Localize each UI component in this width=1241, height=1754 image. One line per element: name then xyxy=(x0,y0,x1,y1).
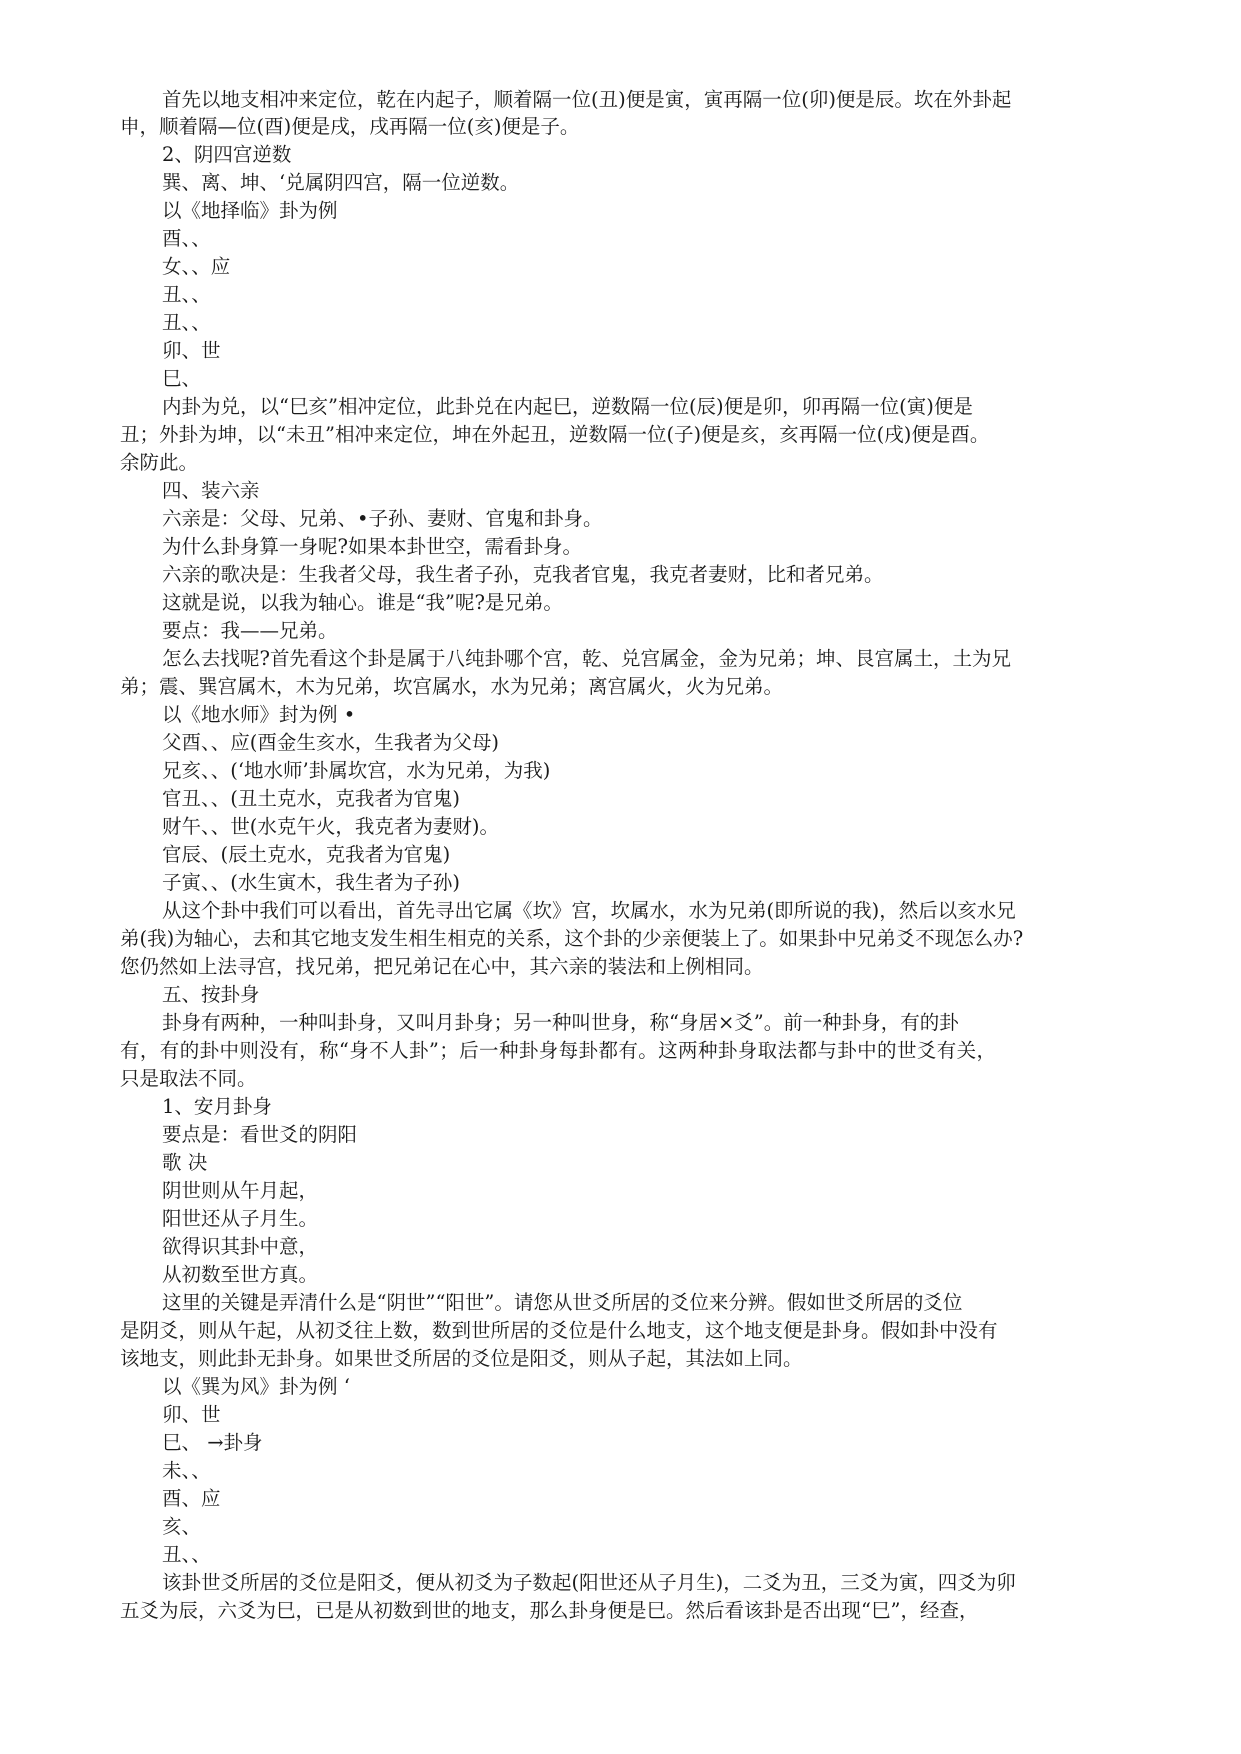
text-line: 六亲是：父母、兄弟、•子孙、妻财、官鬼和卦身。 xyxy=(162,507,603,530)
text-line: 余防此。 xyxy=(120,451,199,474)
text-line: 您仍然如上法寻宫，找兄弟，把兄弟记在心中，其六亲的装法和上例相同。 xyxy=(120,955,764,978)
hexagram-line: 亥、 xyxy=(162,1515,202,1538)
text-line: 这就是说，以我为轴心。谁是“我”呢?是兄弟。 xyxy=(162,591,563,614)
hexagram-line: 兄亥、、(‘地水师’卦属坎宫，水为兄弟，为我) xyxy=(162,759,551,782)
text-line: 以《地水师》封为例 • xyxy=(162,703,356,726)
section-heading: 1、安月卦身 xyxy=(162,1095,272,1118)
text-line: 要点是：看世爻的阴阳 xyxy=(162,1123,358,1146)
verse-line: 阴世则从午月起， xyxy=(162,1179,319,1202)
text-line: 该卦世爻所居的爻位是阳爻，便从初爻为子数起(阳世还从子月生)，二爻为丑，三爻为寅，四爻为卯 xyxy=(162,1571,1016,1594)
hexagram-line: 酉、、 xyxy=(162,227,211,250)
text-line: 怎么去找呢?首先看这个卦是属于八纯卦哪个宫，乾、兑宫属金，金为兄弟；坤、艮宫属土，土为兄 xyxy=(162,647,1011,670)
text-line: 五爻为辰，六爻为巳，已是从初数到世的地支，那么卦身便是巳。然后看该卦是否出现“巳”，经查， xyxy=(120,1599,979,1622)
hexagram-line: 卯、世 xyxy=(162,339,221,362)
section-heading: 2、阴四宫逆数 xyxy=(162,143,292,166)
hexagram-line: 官丑、、(丑土克水，克我者为官鬼) xyxy=(162,787,460,810)
hexagram-line: 官辰、(辰土克水，克我者为官鬼) xyxy=(162,843,451,866)
text-line: 内卦为兑，以“巳亥”相冲定位，此卦兑在内起巳，逆数隔一位(辰)便是卯，卯再隔一位(寅)便是 xyxy=(162,395,973,418)
hexagram-line: 巳、 →卦身 xyxy=(162,1431,263,1454)
hexagram-line: 未、、 xyxy=(162,1459,211,1482)
hexagram-line: 丑、、 xyxy=(162,1543,211,1566)
verse-line: 欲得识其卦中意， xyxy=(162,1235,319,1258)
text-line: 只是取法不同。 xyxy=(120,1067,257,1090)
hexagram-line: 子寅、、(水生寅木，我生者为子孙) xyxy=(162,871,460,894)
text-line: 六亲的歌决是：生我者父母，我生者子孙，克我者官鬼，我克者妻财，比和者兄弟。 xyxy=(162,563,884,586)
section-heading: 四、装六亲 xyxy=(162,479,260,502)
text-line: 这里的关键是弄清什么是“阴世”“阳世”。请您从世爻所居的爻位来分辨。假如世爻所居的爻位 xyxy=(162,1291,963,1314)
verse-title: 歌 决 xyxy=(162,1151,208,1174)
text-line: 首先以地支相冲来定位，乾在内起子，顺着隔一位(丑)便是寅，寅再隔一位(卯)便是辰。坎在外卦起 xyxy=(162,88,1012,111)
text-line: 弟；震、巽宫属木，木为兄弟，坎宫属水，水为兄弟；离宫属火，火为兄弟。 xyxy=(120,675,784,698)
text-line: 申，顺着隔—位(酉)便是戌，戌再隔一位(亥)便是子。 xyxy=(120,115,580,138)
text-line: 为什么卦身算一身呢?如果本卦世空，需看卦身。 xyxy=(162,535,582,558)
hexagram-line: 丑、、 xyxy=(162,311,211,334)
hexagram-line: 酉、应 xyxy=(162,1487,221,1510)
verse-line: 阳世还从子月生。 xyxy=(162,1207,319,1230)
text-line: 该地支，则此卦无卦身。如果世爻所居的爻位是阳爻，则从子起，其法如上同。 xyxy=(120,1347,803,1370)
text-line: 巽、离、坤、‘兑属阴四宫，隔一位逆数。 xyxy=(162,171,520,194)
hexagram-line: 卯、世 xyxy=(162,1403,221,1426)
text-line: 弟(我)为轴心，去和其它地支发生相生相克的关系，这个卦的少亲便装上了。如果卦中兄弟爻不现怎么办? xyxy=(120,927,1024,950)
section-heading: 五、按卦身 xyxy=(162,983,260,1006)
hexagram-line: 巳、 xyxy=(162,367,202,390)
text-line: 从这个卦中我们可以看出，首先寻出它属《坎》宫，坎属水，水为兄弟(即所说的我)，然后以亥水兄 xyxy=(162,899,1016,922)
text-line: 卦身有两种，一种叫卦身，又叫月卦身；另一种叫世身，称“身居×爻”。前一种卦身，有的卦 xyxy=(162,1011,959,1034)
text-line: 是阴爻，则从午起，从初爻往上数，数到世所居的爻位是什么地支，这个地支便是卦身。假如卦中没有 xyxy=(120,1319,998,1342)
verse-line: 从初数至世方真。 xyxy=(162,1263,319,1286)
hexagram-line: 女、、应 xyxy=(162,255,231,278)
text-line: 要点：我——兄弟。 xyxy=(162,619,338,642)
text-line: 以《地择临》卦为例 xyxy=(162,199,338,222)
hexagram-line: 父酉、、应(酉金生亥水，生我者为父母) xyxy=(162,731,499,754)
text-line: 丑；外卦为坤，以“未丑”相冲来定位，坤在外起丑，逆数隔一位(子)便是亥，亥再隔一位(戌)便是酉。 xyxy=(120,423,990,446)
text-line: 有，有的卦中则没有，称“身不人卦”；后一种卦身每卦都有。这两种卦身取法都与卦中的世爻有关， xyxy=(120,1039,997,1062)
hexagram-line: 财午、、世(水克午火，我克者为妻财)。 xyxy=(162,815,499,838)
hexagram-line: 丑、、 xyxy=(162,283,211,306)
text-line: 以《巽为风》卦为例 ‘ xyxy=(162,1375,350,1398)
